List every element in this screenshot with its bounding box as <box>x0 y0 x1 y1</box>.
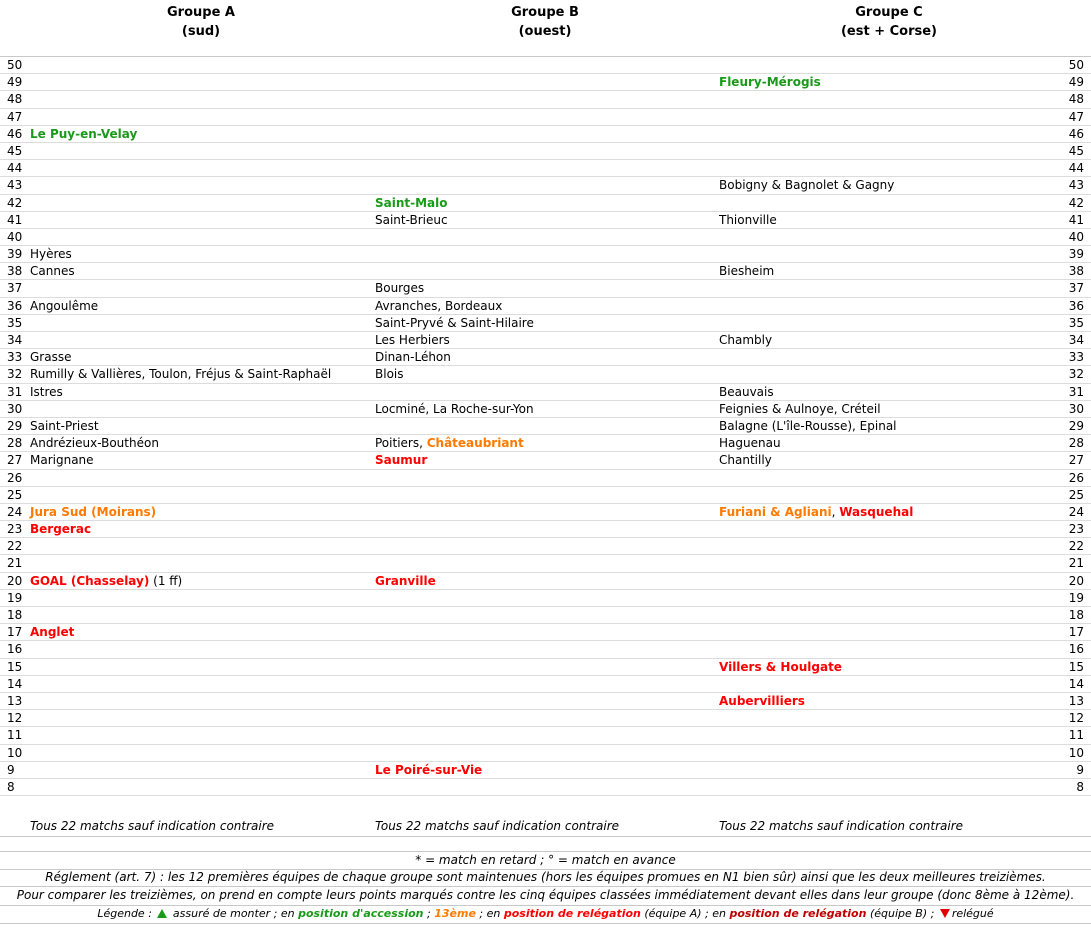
team-name: Andrézieux-Bouthéon <box>30 436 159 451</box>
group-b-cell <box>375 349 451 366</box>
standings-row <box>0 143 1091 160</box>
legend-relegation-b: position de relégation <box>729 907 867 920</box>
group-b-cell <box>375 315 534 332</box>
standings-row <box>0 435 1091 452</box>
points-left: 49 <box>7 75 23 90</box>
team-name: Grasse <box>30 350 72 365</box>
team-name: Cannes <box>30 264 75 279</box>
points-right: 22 <box>1068 539 1084 554</box>
points-left: 42 <box>7 195 23 210</box>
team-name: Chambly <box>719 333 773 347</box>
points-right: 29 <box>1068 418 1084 433</box>
points-right: 28 <box>1068 436 1084 451</box>
group-b-cell <box>375 452 427 469</box>
standings-row <box>0 470 1091 487</box>
points-left: 29 <box>7 418 23 433</box>
points-left: 25 <box>7 487 23 502</box>
standings-row <box>0 109 1091 126</box>
team-name: Saumur <box>375 453 428 468</box>
table-header <box>0 0 1091 56</box>
standings-row <box>0 366 1091 383</box>
group-c-cell <box>719 384 774 401</box>
standings-row <box>0 762 1091 779</box>
points-left: 50 <box>7 58 23 72</box>
team-name: Wasquehal <box>839 504 914 519</box>
standings-row <box>0 177 1091 194</box>
triangle-down-icon <box>940 909 950 918</box>
team-name: Saint-Priest <box>30 418 99 433</box>
standings-row <box>0 195 1091 212</box>
team-name: Blois <box>375 367 404 382</box>
team-name: Feignies & Aulnoye, Créteil <box>719 401 881 416</box>
points-left: 36 <box>7 298 23 313</box>
standings-row <box>0 641 1091 658</box>
team-name: Le Puy-en-Velay <box>30 126 138 141</box>
points-right: 43 <box>1068 178 1084 193</box>
points-left: 21 <box>7 556 23 571</box>
points-left: 47 <box>7 109 23 124</box>
points-right: 31 <box>1068 384 1084 399</box>
team-name: Villers & Houlgate <box>719 659 842 674</box>
points-right: 50 <box>1068 58 1084 72</box>
team-name: Locminé, La Roche-sur-Yon <box>375 401 534 416</box>
points-left: 26 <box>7 470 23 485</box>
group-b-cell <box>375 762 482 779</box>
rule-note: Réglement (art. 7) : les 12 premières équipes de chaque groupe sont maintenues (hors les équipes promues en N1 bien sûr) ainsi que les deux meilleures treizièmes. <box>45 870 1046 884</box>
points-right: 27 <box>1068 453 1084 468</box>
points-right: 44 <box>1068 161 1084 176</box>
group-c-cell <box>719 435 781 452</box>
points-left: 48 <box>7 92 23 107</box>
group-b-title: Groupe B <box>511 5 579 20</box>
team-name: Thionville <box>719 212 777 227</box>
standings-row <box>0 298 1091 315</box>
points-left: 38 <box>7 264 23 279</box>
standings-row <box>0 521 1091 538</box>
standings-row <box>0 504 1091 521</box>
points-right: 9 <box>1076 762 1084 777</box>
standings-row <box>0 280 1091 297</box>
points-right: 12 <box>1068 711 1084 726</box>
group-a-cell <box>30 246 72 263</box>
standings-row <box>0 401 1091 418</box>
points-left: 10 <box>7 745 23 760</box>
group-c-header <box>759 3 1019 41</box>
group-a-subtitle: (sud) <box>181 24 221 39</box>
points-left: 30 <box>7 401 23 416</box>
group-c-cell <box>719 659 842 676</box>
group-a-header <box>71 3 331 41</box>
points-right: 39 <box>1068 247 1084 262</box>
standings-row <box>0 607 1091 624</box>
points-right: 33 <box>1068 350 1084 365</box>
points-right: 8 <box>1076 779 1084 794</box>
divider <box>0 836 1091 837</box>
points-right: 15 <box>1068 659 1084 674</box>
points-left: 32 <box>7 367 23 382</box>
team-name: Fleury-Mérogis <box>719 75 821 90</box>
points-left: 27 <box>7 453 23 468</box>
legend-sep2: ; en <box>479 907 501 920</box>
points-left: 43 <box>7 178 23 193</box>
team-name: Chantilly <box>719 453 772 468</box>
group-c-cell <box>719 452 772 469</box>
points-right: 49 <box>1068 75 1084 90</box>
team-name: , <box>831 504 840 519</box>
legend-sep1: ; <box>427 907 431 920</box>
group-a-cell <box>30 504 156 521</box>
group-c-subtitle: (est + Corse) <box>840 24 938 39</box>
team-name: Granville <box>375 573 436 588</box>
points-right: 26 <box>1068 470 1084 485</box>
group-b-cell <box>375 280 424 297</box>
standings-row <box>0 452 1091 469</box>
legend-relegated: relégué <box>951 907 994 920</box>
legend-relegation-a: position de relégation <box>503 907 641 920</box>
standings-row <box>0 160 1091 177</box>
standings-row <box>0 126 1091 143</box>
points-left: 31 <box>7 384 23 399</box>
group-c-cell <box>719 332 772 349</box>
points-right: 47 <box>1068 109 1084 124</box>
standings-row <box>0 263 1091 280</box>
standings-row <box>0 555 1091 572</box>
points-left: 19 <box>7 590 23 605</box>
standings-row <box>0 624 1091 641</box>
standings-row <box>0 590 1091 607</box>
standings-row <box>0 727 1091 744</box>
team-name: Le Poiré-sur-Vie <box>375 762 483 777</box>
points-right: 24 <box>1068 504 1084 519</box>
compare-note: Pour comparer les treizièmes, on prend en compte leurs points marqués contre les cinq équipes classées immédiatement devant elles dans leur groupe (donc 8ème à 12ème). <box>16 888 1075 902</box>
group-c-cell <box>719 401 881 418</box>
points-right: 11 <box>1068 728 1084 743</box>
standings-row <box>0 538 1091 555</box>
team-name: Châteaubriant <box>426 436 524 451</box>
points-left: 28 <box>7 436 23 451</box>
group-c-cell <box>719 418 897 435</box>
standings-table <box>0 57 1091 796</box>
points-left: 20 <box>7 573 23 588</box>
points-left: 22 <box>7 539 23 554</box>
standings-row <box>0 332 1091 349</box>
standings-row <box>0 246 1091 263</box>
points-left: 40 <box>7 229 23 244</box>
points-left: 33 <box>7 350 23 365</box>
team-name: Beauvais <box>719 384 774 399</box>
standings-row <box>0 487 1091 504</box>
points-left: 44 <box>7 161 23 176</box>
points-right: 25 <box>1068 487 1084 502</box>
points-left: 39 <box>7 247 23 262</box>
points-right: 13 <box>1068 693 1084 708</box>
group-b-cell <box>375 435 524 452</box>
points-right: 18 <box>1068 608 1084 622</box>
standings-row <box>0 229 1091 246</box>
legend-thirteenth: 13ème <box>434 907 476 920</box>
standings-row <box>0 779 1091 796</box>
team-name: Saint-Brieuc <box>375 212 448 227</box>
points-right: 37 <box>1068 281 1084 296</box>
group-b-cell <box>375 195 448 212</box>
group-c-cell <box>719 504 913 521</box>
standings-row <box>0 384 1091 401</box>
group-b-cell <box>375 212 448 229</box>
team-name: Furiani & Agliani <box>719 504 832 519</box>
divider <box>0 851 1091 852</box>
team-name: GOAL (Chasselay) <box>30 573 150 588</box>
points-left: 41 <box>7 212 23 227</box>
team-name: Marignane <box>30 453 94 468</box>
standings-row <box>0 573 1091 590</box>
points-left: 12 <box>7 711 23 726</box>
points-left: 13 <box>7 693 23 708</box>
footer-row <box>0 819 1091 836</box>
standings-row <box>0 349 1091 366</box>
points-left: 46 <box>7 126 23 141</box>
points-left: 34 <box>7 333 23 347</box>
group-c-cell <box>719 693 805 710</box>
group-c-cell <box>719 263 774 280</box>
team-name: Saint-Malo <box>375 195 448 210</box>
points-right: 36 <box>1068 298 1084 313</box>
group-a-cell <box>30 418 99 435</box>
points-right: 10 <box>1068 745 1084 760</box>
group-a-cell <box>30 126 137 143</box>
standings-row <box>0 659 1091 676</box>
points-right: 20 <box>1068 573 1084 588</box>
team-name: Bourges <box>375 281 425 296</box>
team-name: Bobigny & Bagnolet & Gagny <box>719 178 895 193</box>
team-name: Avranches, Bordeaux <box>375 298 503 313</box>
points-right: 30 <box>1068 401 1084 416</box>
legend-team-a: (équipe A) ; en <box>644 907 726 920</box>
points-left: 11 <box>7 728 23 743</box>
points-left: 45 <box>7 143 23 158</box>
standings-row <box>0 676 1091 693</box>
points-right: 23 <box>1068 522 1084 537</box>
points-left: 16 <box>7 642 23 657</box>
points-right: 41 <box>1068 212 1084 227</box>
standings-row <box>0 57 1091 74</box>
group-a-cell <box>30 435 159 452</box>
points-right: 14 <box>1068 676 1084 691</box>
group-a-cell <box>30 573 182 590</box>
standings-row <box>0 315 1091 332</box>
group-a-title: Groupe A <box>167 5 235 20</box>
group-b-cell <box>375 401 534 418</box>
divider <box>0 905 1091 906</box>
points-right: 45 <box>1068 143 1084 158</box>
points-left: 24 <box>7 504 23 519</box>
group-a-cell <box>30 263 75 280</box>
team-name: (1 ff) <box>149 573 183 588</box>
points-right: 42 <box>1068 195 1084 210</box>
group-a-cell <box>30 298 98 315</box>
group-a-cell <box>30 521 91 538</box>
points-right: 46 <box>1068 126 1084 141</box>
team-name: Haguenau <box>719 436 781 451</box>
points-left: 35 <box>7 315 23 330</box>
standings-row <box>0 693 1091 710</box>
team-name: Jura Sud (Moirans) <box>30 504 157 519</box>
group-a-cell <box>30 349 71 366</box>
group-a-cell <box>30 624 74 641</box>
divider <box>0 923 1091 924</box>
points-right: 38 <box>1068 264 1084 279</box>
points-right: 40 <box>1068 229 1084 244</box>
standings-row <box>0 91 1091 108</box>
points-right: 19 <box>1068 590 1084 605</box>
group-b-cell <box>375 573 436 590</box>
group-b-cell <box>375 332 450 349</box>
group-b-cell <box>375 298 502 315</box>
team-name: Anglet <box>30 625 75 640</box>
points-left: 14 <box>7 676 23 691</box>
match-legend: * = match en retard ; ° = match en avance <box>415 853 676 867</box>
legend-label: Légende : <box>97 907 152 920</box>
standings-row <box>0 212 1091 229</box>
points-right: 48 <box>1068 92 1084 107</box>
points-left: 37 <box>7 281 23 296</box>
group-a-cell <box>30 366 331 383</box>
points-left: 8 <box>7 779 15 794</box>
standings-row <box>0 710 1091 727</box>
group-b-subtitle: (ouest) <box>518 24 572 39</box>
footer-note-c: Tous 22 matchs sauf indication contraire <box>719 819 964 833</box>
group-b-cell <box>375 366 404 383</box>
team-name: Aubervilliers <box>719 693 805 708</box>
group-c-title: Groupe C <box>855 5 923 20</box>
legend-team-b: (équipe B) ; <box>869 907 935 920</box>
standings-row <box>0 745 1091 762</box>
points-right: 32 <box>1068 367 1084 382</box>
team-name: Istres <box>30 384 63 399</box>
points-left: 23 <box>7 522 23 537</box>
group-c-cell <box>719 74 821 91</box>
points-left: 9 <box>7 762 15 777</box>
group-c-cell <box>719 177 894 194</box>
points-right: 16 <box>1068 642 1084 657</box>
points-left: 15 <box>7 659 23 674</box>
points-right: 35 <box>1068 315 1084 330</box>
standings-row <box>0 74 1091 91</box>
footer-note-b: Tous 22 matchs sauf indication contraire <box>375 819 620 833</box>
team-name: Les Herbiers <box>375 333 450 347</box>
points-right: 34 <box>1068 333 1084 347</box>
group-c-cell <box>719 212 777 229</box>
group-b-header <box>415 3 675 41</box>
group-a-cell <box>30 452 94 469</box>
legend <box>0 907 1091 920</box>
team-name: Balagne (L'île-Rousse), Epinal <box>719 418 897 433</box>
team-name: Dinan-Léhon <box>375 350 451 365</box>
team-name: Saint-Pryvé & Saint-Hilaire <box>375 315 534 330</box>
legend-up: assuré de monter ; en <box>172 907 295 920</box>
points-left: 17 <box>7 625 23 640</box>
team-name: Hyères <box>30 247 72 262</box>
points-right: 17 <box>1068 625 1084 640</box>
team-name: Angoulême <box>30 298 99 313</box>
team-name: Bergerac <box>30 522 92 537</box>
points-left: 18 <box>7 608 23 622</box>
triangle-up-icon <box>157 909 167 918</box>
team-name: Poitiers, <box>375 436 427 451</box>
legend-accession: position d'accession <box>298 907 424 920</box>
divider <box>0 886 1091 887</box>
standings-row <box>0 418 1091 435</box>
footer-note-a: Tous 22 matchs sauf indication contraire <box>30 819 275 833</box>
team-name: Biesheim <box>719 264 775 279</box>
team-name: Rumilly & Vallières, Toulon, Fréjus & Saint-Raphaël <box>30 367 332 382</box>
points-right: 21 <box>1068 556 1084 571</box>
group-a-cell <box>30 384 63 401</box>
